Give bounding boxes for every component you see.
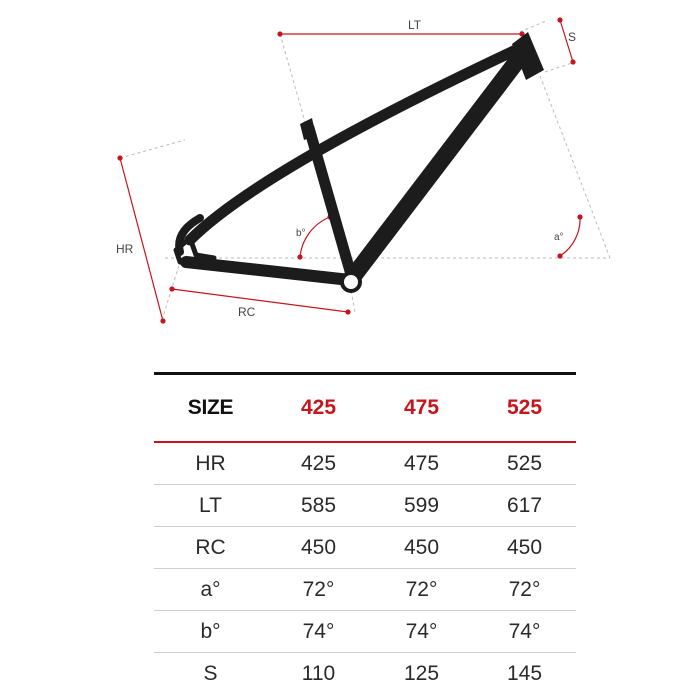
table-cell: 450: [506, 535, 543, 559]
size-header: SIZE: [187, 396, 234, 419]
table-row-lt: [154, 485, 576, 527]
table-row-hr: [154, 443, 576, 485]
table-cell: 525: [506, 451, 543, 475]
size-425-header: 425: [300, 396, 337, 419]
row-label: a°: [200, 577, 221, 601]
table-cell: 617: [506, 493, 543, 517]
table-row-a-angle: [154, 569, 576, 611]
row-label: RC: [195, 535, 226, 559]
lt-label: LT: [408, 18, 422, 32]
size-475-header: 475: [403, 396, 440, 419]
size-525-header: 525: [506, 396, 543, 419]
row-label: S: [203, 661, 218, 685]
row-label: HR: [195, 451, 226, 475]
table-cell: 72°: [302, 577, 335, 601]
table-cell: 475: [403, 451, 440, 475]
table-cell: 72°: [508, 577, 541, 601]
table-cell: 125: [403, 661, 440, 685]
seat-tube: [309, 128, 352, 278]
table-cell: 72°: [405, 577, 438, 601]
table-row-rc: [154, 527, 576, 569]
hr-dimension-line: [120, 158, 163, 321]
table-header-row: [154, 375, 576, 443]
table-cell: 425: [300, 451, 337, 475]
b-angle-label: b°: [296, 228, 306, 239]
table-cell: 74°: [508, 619, 541, 643]
bike-frame-diagram: [0, 0, 700, 340]
a-angle-label: a°: [554, 232, 564, 243]
bike-frame: [176, 48, 524, 280]
geometry-table: [154, 372, 576, 694]
table-cell: 74°: [405, 619, 438, 643]
table-cell: 450: [300, 535, 337, 559]
seat-post: [300, 118, 316, 140]
table-row-s: [154, 653, 576, 694]
s-label: S: [568, 30, 577, 44]
row-label: b°: [200, 619, 221, 643]
table-cell: 110: [301, 661, 336, 685]
table-cell: 599: [403, 493, 440, 517]
rc-dimension-line: [172, 289, 348, 312]
top-tube: [190, 48, 520, 240]
table-cell: 585: [300, 493, 337, 517]
table-cell: 145: [506, 661, 543, 685]
table-cell: 74°: [302, 619, 335, 643]
hr-label: HR: [116, 242, 134, 256]
rc-label: RC: [238, 305, 256, 319]
table-cell: 450: [403, 535, 440, 559]
bottom-bracket: [342, 273, 360, 291]
row-label: LT: [199, 493, 222, 517]
table-row-b-angle: [154, 611, 576, 653]
